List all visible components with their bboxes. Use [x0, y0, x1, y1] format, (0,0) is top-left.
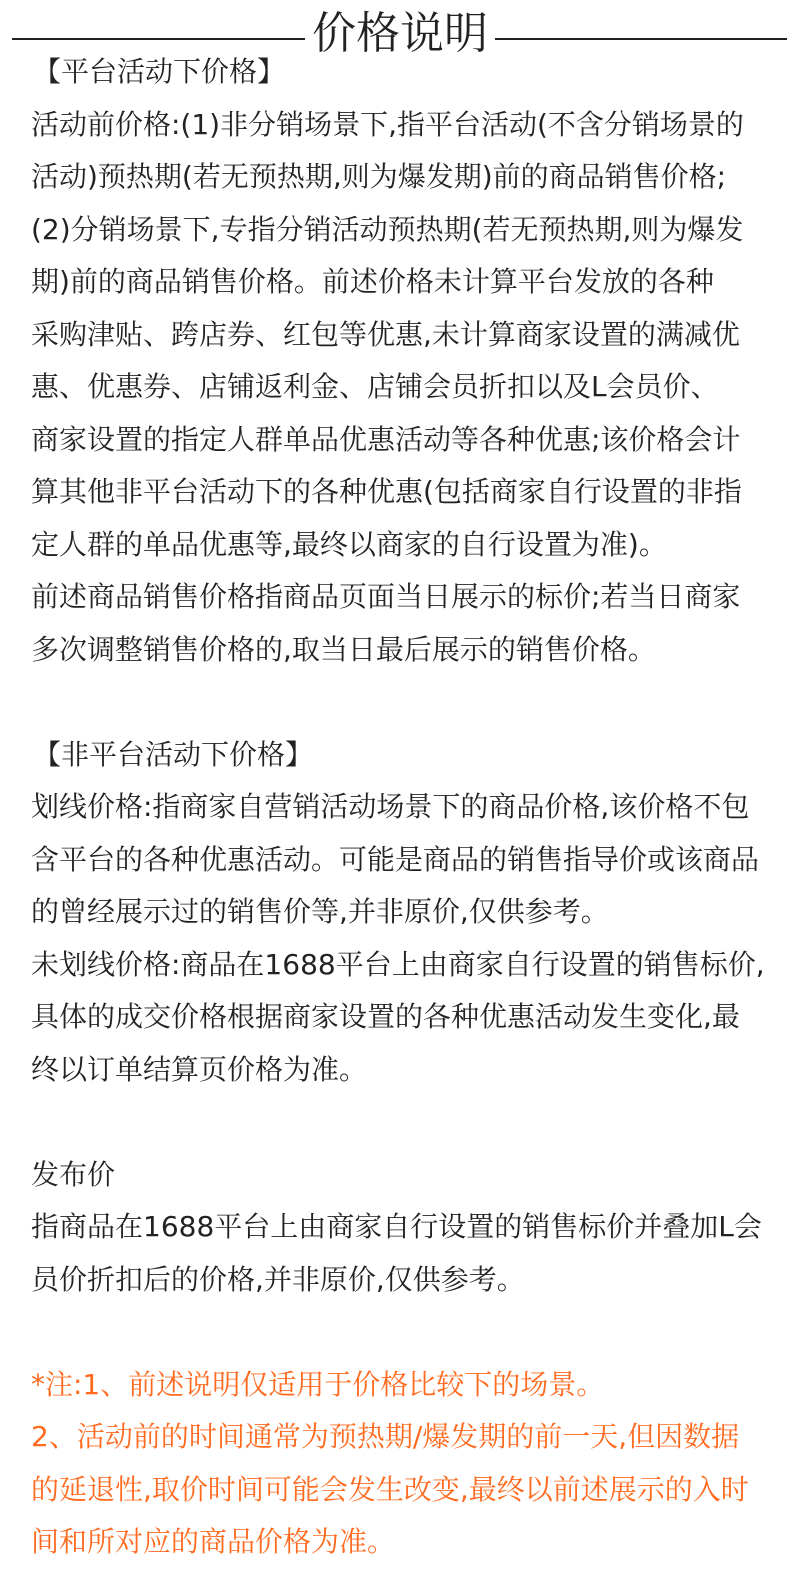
platform-line: 商家设置的指定人群单品优惠活动等各种优惠;该价格会计: [31, 422, 741, 456]
page-title: 价格说明: [312, 8, 488, 59]
platform-line: 采购津贴、跨店券、红包等优惠,未计算商家设置的满减优: [31, 317, 740, 351]
non-platform-section-heading: 【非平台活动下价格】: [33, 737, 314, 771]
section-spacer: [31, 1306, 791, 1359]
platform-line: 活动前价格:(1)非分销场景下,指平台活动(不含分销场景的: [31, 107, 744, 141]
platform-line: 定人群的单品优惠等,最终以商家的自行设置为准)。: [31, 527, 667, 561]
title-rule-right: [495, 38, 787, 40]
platform-line: 前述商品销售价格指商品页面当日展示的标价;若当日商家: [31, 580, 741, 613]
non-platform-line: 终以订单结算页价格为准。: [31, 1052, 368, 1086]
platform-line: 多次调整销售价格的,取当日最后展示的销售价格。: [31, 632, 656, 666]
release-price-line: 员价折扣后的价格,并非原价,仅供参考。: [31, 1262, 525, 1296]
non-platform-line: 的曾经展示过的销售价等,并非原价,仅供参考。: [31, 895, 609, 928]
non-platform-line: 未划线价格:商品在1688平台上由商家自行设置的销售标价,: [31, 947, 765, 981]
note-line: *注:1、前述说明仅适用于价格比较下的场景。: [31, 1367, 605, 1401]
release-price-line: 指商品在1688平台上由商家自行设置的销售标价并叠加L会: [31, 1210, 762, 1243]
note-line: 间和所对应的商品价格为准。: [31, 1525, 396, 1558]
non-platform-line: 含平台的各种优惠活动。可能是商品的销售指导价或该商品: [31, 842, 760, 876]
non-platform-line: 划线价格:指商家自营销活动场景下的商品价格,该价格不包: [31, 790, 750, 823]
note-line: 2、活动前的时间通常为预热期/爆发期的前一天,但因数据: [31, 1420, 740, 1453]
section-spacer: [31, 1096, 791, 1149]
section-spacer: [31, 676, 791, 729]
platform-line: 活动)预热期(若无预热期,则为爆发期)前的商品销售价格;: [31, 160, 727, 193]
non-platform-line: 具体的成交价格根据商家设置的各种优惠活动发生变化,最: [31, 1000, 740, 1033]
platform-line: 算其他非平台活动下的各种优惠(包括商家自行设置的非指: [31, 475, 742, 508]
title-rule-left: [12, 38, 305, 40]
price-explanation-content: [31, 46, 791, 1569]
platform-line: (2)分销场景下,专指分销活动预热期(若无预热期,则为爆发: [31, 212, 744, 246]
platform-line: 期)前的商品销售价格。前述价格未计算平台发放的各种: [31, 265, 714, 298]
platform-section-heading: 【平台活动下价格】: [33, 55, 286, 88]
release-price-heading: 发布价: [31, 1157, 116, 1191]
note-line: 的延退性,取价时间可能会发生改变,最终以前述展示的入时: [31, 1472, 749, 1506]
platform-line: 惠、优惠券、店铺返利金、店铺会员折扣以及L会员价、: [31, 370, 719, 403]
